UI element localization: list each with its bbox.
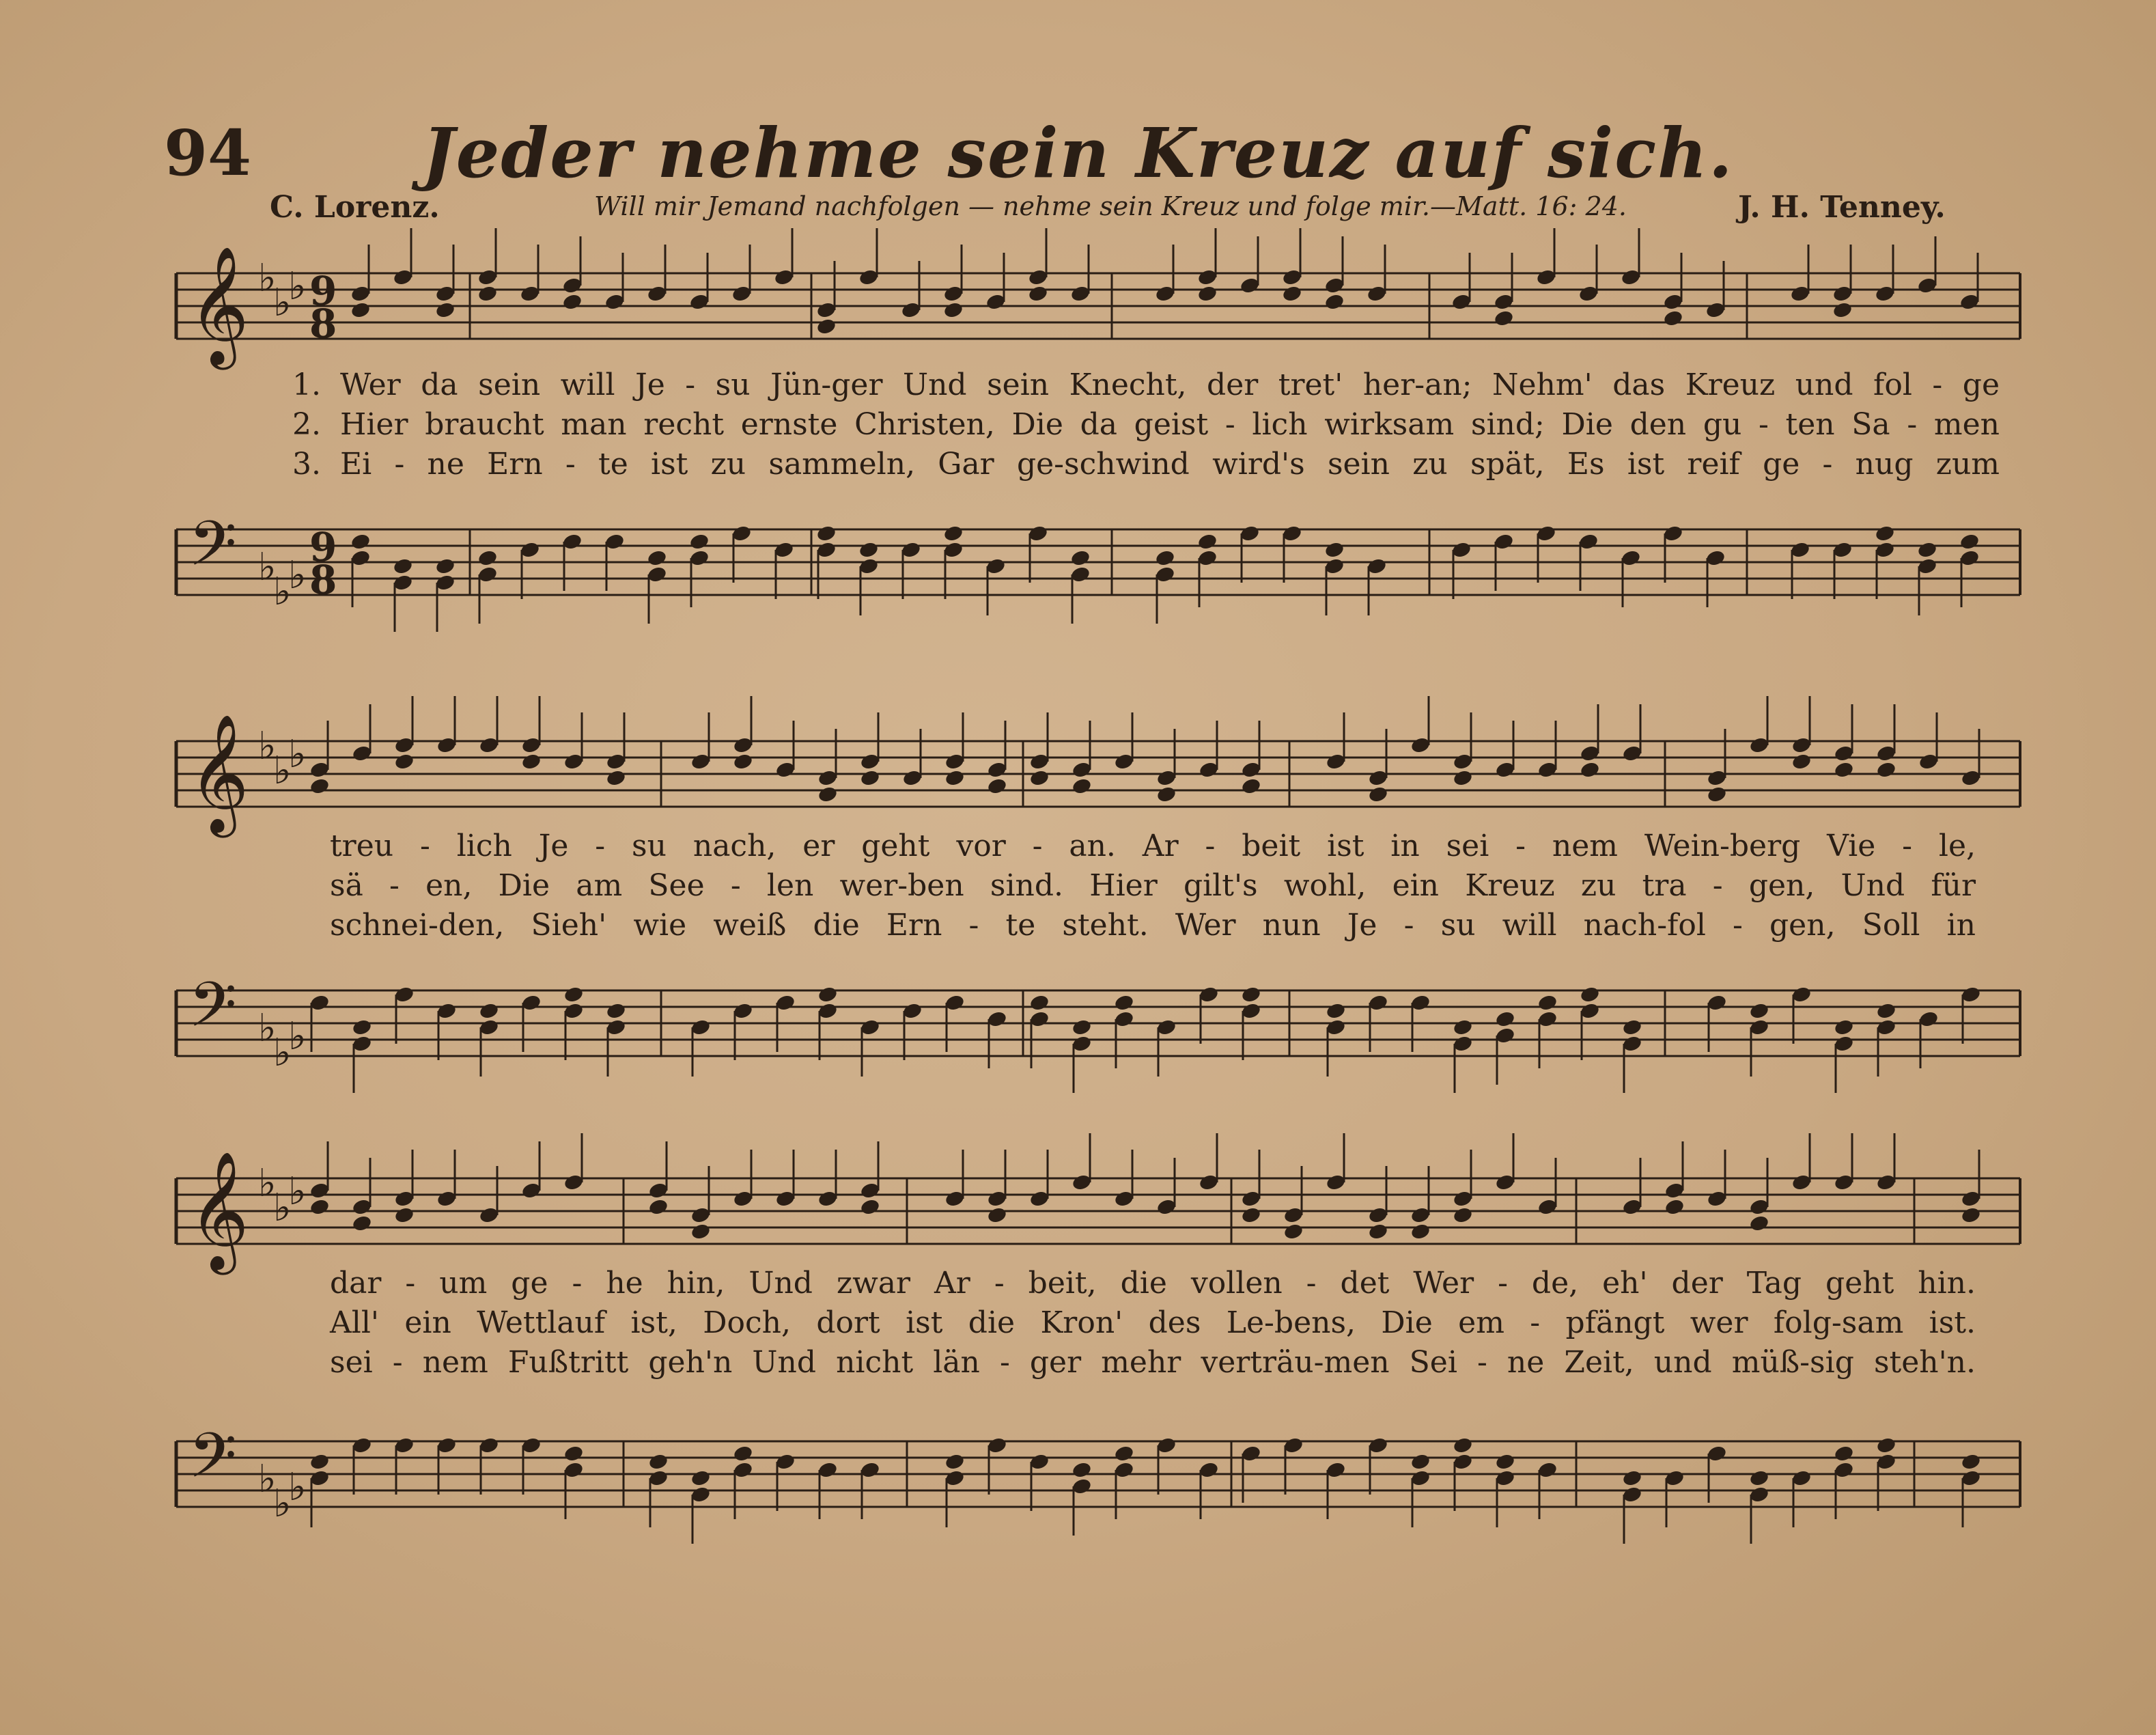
note-head <box>1453 1206 1474 1225</box>
note-head <box>1114 994 1135 1012</box>
verse-number: 1. <box>292 367 321 402</box>
note-head <box>860 1198 881 1217</box>
note-head <box>1368 786 1389 804</box>
note-head <box>1875 525 1896 543</box>
note-head <box>309 1453 331 1471</box>
note-head <box>394 753 415 771</box>
note-head <box>1834 1018 1855 1037</box>
note-head <box>1707 786 1728 804</box>
bass-clef-icon: 𝄢 <box>188 969 237 1056</box>
bass-staff <box>176 502 2034 614</box>
time-signature-bottom: 8 <box>309 557 337 603</box>
note-head <box>1453 1018 1474 1037</box>
note-head <box>1495 1453 1516 1471</box>
note-head <box>1155 549 1176 568</box>
verse-number: 2. <box>292 407 321 442</box>
note-head <box>1453 1436 1474 1455</box>
note-head <box>1664 1198 1685 1217</box>
note-head <box>817 786 839 804</box>
treble-staff <box>176 1151 2034 1270</box>
time-signature-bottom: 8 <box>309 301 337 347</box>
note-head <box>690 1223 712 1241</box>
note-head <box>1029 769 1050 788</box>
flat-icon: ♭ <box>288 553 307 598</box>
verse-text: sä - en, Die am See - len wer-ben sind. Hier gilt's wohl, ein Kreuz zu tra - gen, Und für <box>330 868 1976 903</box>
note-head <box>1368 1223 1389 1241</box>
note-head <box>1197 285 1218 303</box>
note-head <box>606 769 627 788</box>
note-head <box>944 769 966 788</box>
note-head <box>860 769 881 788</box>
flat-icon: ♭ <box>273 570 292 614</box>
flat-icon: ♭ <box>288 1169 307 1214</box>
note-head <box>1029 994 1050 1012</box>
note-head <box>1622 1018 1643 1037</box>
note-head <box>817 986 839 1004</box>
time-signature-top: 9 <box>309 268 337 314</box>
flat-icon: ♭ <box>288 264 307 309</box>
note-head <box>1495 1010 1516 1029</box>
note-head <box>479 1002 500 1021</box>
note-head <box>1324 541 1345 559</box>
note-head <box>733 1445 754 1463</box>
note-head <box>987 1206 1008 1225</box>
note-head <box>1791 753 1812 771</box>
note-head <box>350 301 372 320</box>
note-head <box>1283 1223 1304 1241</box>
note-head <box>394 1206 415 1225</box>
verse-text: dar - um ge - he hin, Und zwar Ar - beit, die vollen - det Wer - de, eh' der Tag geht hin. <box>330 1266 1976 1301</box>
note-head <box>477 549 499 568</box>
verse-line-2 <box>176 866 2034 906</box>
note-head <box>689 533 710 551</box>
note-head <box>1410 1223 1431 1241</box>
verse-line-3 <box>176 906 2034 945</box>
flat-icon: ♭ <box>258 1006 277 1051</box>
note-head <box>521 753 542 771</box>
bass-clef-icon: 𝄢 <box>188 1419 237 1507</box>
flat-icon: ♭ <box>258 256 277 301</box>
music-system-2 <box>176 700 2034 1083</box>
page-number: 94 <box>164 116 252 190</box>
note-head <box>1070 549 1091 568</box>
lyricist-credit: C. Lorenz. <box>270 190 440 225</box>
note-head <box>858 541 880 559</box>
note-head <box>1494 309 1515 328</box>
note-head <box>944 1453 966 1471</box>
verse-line-2 <box>176 405 2034 445</box>
bass-staff <box>176 963 2034 1075</box>
flat-icon: ♭ <box>273 1482 292 1526</box>
hymn-title: Jeder nehme sein Kreuz auf sich. <box>422 113 1734 193</box>
note-head <box>309 777 331 796</box>
note-head <box>1241 1206 1262 1225</box>
note-head <box>477 285 499 303</box>
note-head <box>816 525 837 543</box>
note-head <box>563 986 585 1004</box>
note-head <box>1580 761 1601 779</box>
verse-text: Ei - ne Ern - te ist zu sammeln, Gar ge-schwind wird's sein zu spät, Es ist reif ge - nug zum <box>340 447 2000 482</box>
treble-clef-icon: 𝄞 <box>188 246 249 365</box>
note-head <box>1580 986 1601 1004</box>
verse-text: Wer da sein will Je - su Jün-ger Und sein Knecht, der tret' her-an; Nehm' das Kreuz und fol - ge <box>340 367 2000 402</box>
note-head <box>1114 1445 1135 1463</box>
note-head <box>350 533 372 551</box>
note-head <box>943 301 964 320</box>
verse-line-3 <box>176 1343 2034 1383</box>
treble-clef-icon: 𝄞 <box>188 714 249 833</box>
flat-icon: ♭ <box>258 724 277 768</box>
verse-line-2 <box>176 1303 2034 1343</box>
note-head <box>1326 1002 1347 1021</box>
note-head <box>435 557 456 576</box>
flat-icon: ♭ <box>273 1031 292 1075</box>
note-head <box>562 293 583 311</box>
note-head <box>647 549 668 568</box>
flat-icon: ♭ <box>258 545 277 589</box>
note-head <box>690 1469 712 1488</box>
note-head <box>1917 541 1938 559</box>
flat-icon: ♭ <box>273 1186 292 1230</box>
flat-icon: ♭ <box>273 281 292 325</box>
verse-text: sei - nem Fußtritt geh'n Und nicht län - ger mehr verträu-men Sei - ne Zeit, und müß-sig steh'n. <box>330 1345 1976 1380</box>
note-head <box>1834 761 1855 779</box>
verse-line-1 <box>176 365 2034 405</box>
note-head <box>1324 293 1345 311</box>
flat-icon: ♭ <box>258 1161 277 1206</box>
flat-icon: ♭ <box>288 1465 307 1510</box>
scripture-reference: Will mir Jemand nachfolgen — nehme sein Kreuz und folge mir.—Matt. 16: 24. <box>594 191 1627 221</box>
note-head <box>1072 1018 1093 1037</box>
note-head <box>606 1002 627 1021</box>
note-head <box>1453 769 1474 788</box>
note-head <box>393 557 414 576</box>
note-head <box>816 318 837 336</box>
note-head <box>1959 533 1980 551</box>
note-head <box>648 1453 669 1471</box>
note-head <box>563 1445 585 1463</box>
note-head <box>1961 1206 1982 1225</box>
treble-staff <box>176 246 2034 365</box>
flat-icon: ♭ <box>273 749 292 793</box>
note-head <box>1749 1469 1770 1488</box>
verse-line-3 <box>176 445 2034 484</box>
note-head <box>1072 1461 1093 1480</box>
treble-clef-icon: 𝄞 <box>188 1151 249 1270</box>
music-system-3 <box>176 1137 2034 1561</box>
bass-staff <box>176 1414 2034 1526</box>
note-head <box>1663 309 1684 328</box>
note-head <box>1156 786 1177 804</box>
note-head <box>1961 1453 1982 1471</box>
flat-icon: ♭ <box>288 1014 307 1059</box>
note-head <box>435 301 456 320</box>
note-head <box>1834 1445 1855 1463</box>
note-head <box>1241 986 1262 1004</box>
time-signature-top: 9 <box>309 524 337 570</box>
flat-icon: ♭ <box>258 1457 277 1501</box>
note-head <box>1028 285 1049 303</box>
note-head <box>1876 1436 1897 1455</box>
verse-line-1 <box>176 827 2034 866</box>
note-head <box>1622 1469 1643 1488</box>
verse-line-1 <box>176 1264 2034 1303</box>
note-head <box>1832 301 1853 320</box>
verse-text: schnei-den, Sieh' wie weiß die Ern - te steht. Wer nun Je - su will nach-fol - gen, Soll in <box>330 908 1976 943</box>
music-system-1 <box>176 232 2034 642</box>
note-head <box>987 777 1008 796</box>
note-head <box>352 1214 373 1233</box>
note-head <box>1537 994 1558 1012</box>
note-head <box>1197 533 1218 551</box>
note-head <box>1749 1002 1770 1021</box>
note-head <box>1749 1214 1770 1233</box>
composer-credit: J. H. Tenney. <box>1738 190 1946 225</box>
treble-staff <box>176 714 2034 833</box>
note-head <box>733 753 754 771</box>
note-head <box>1282 285 1303 303</box>
note-head <box>1072 777 1093 796</box>
verse-text: treu - lich Je - su nach, er geht vor - an. Ar - beit ist in sei - nem Wein-berg Vie - le, <box>330 829 1976 863</box>
bass-clef-icon: 𝄢 <box>188 508 237 595</box>
note-head <box>1876 761 1897 779</box>
verse-text: Hier braucht man recht ernste Christen, Die da geist - lich wirksam sind; Die den gu - ten Sa - men <box>340 407 2000 442</box>
note-head <box>943 525 964 543</box>
note-head <box>309 1198 331 1217</box>
note-head <box>1410 1453 1431 1471</box>
verse-text: All' ein Wettlauf ist, Doch, dort ist die Kron' des Le-bens, Die em - pfängt wer folg-sam ist. <box>330 1305 1976 1340</box>
verse-number: 3. <box>292 447 321 482</box>
note-head <box>648 1198 669 1217</box>
flat-icon: ♭ <box>288 732 307 777</box>
note-head <box>1876 1002 1897 1021</box>
note-head <box>352 1018 373 1037</box>
note-head <box>1241 777 1262 796</box>
